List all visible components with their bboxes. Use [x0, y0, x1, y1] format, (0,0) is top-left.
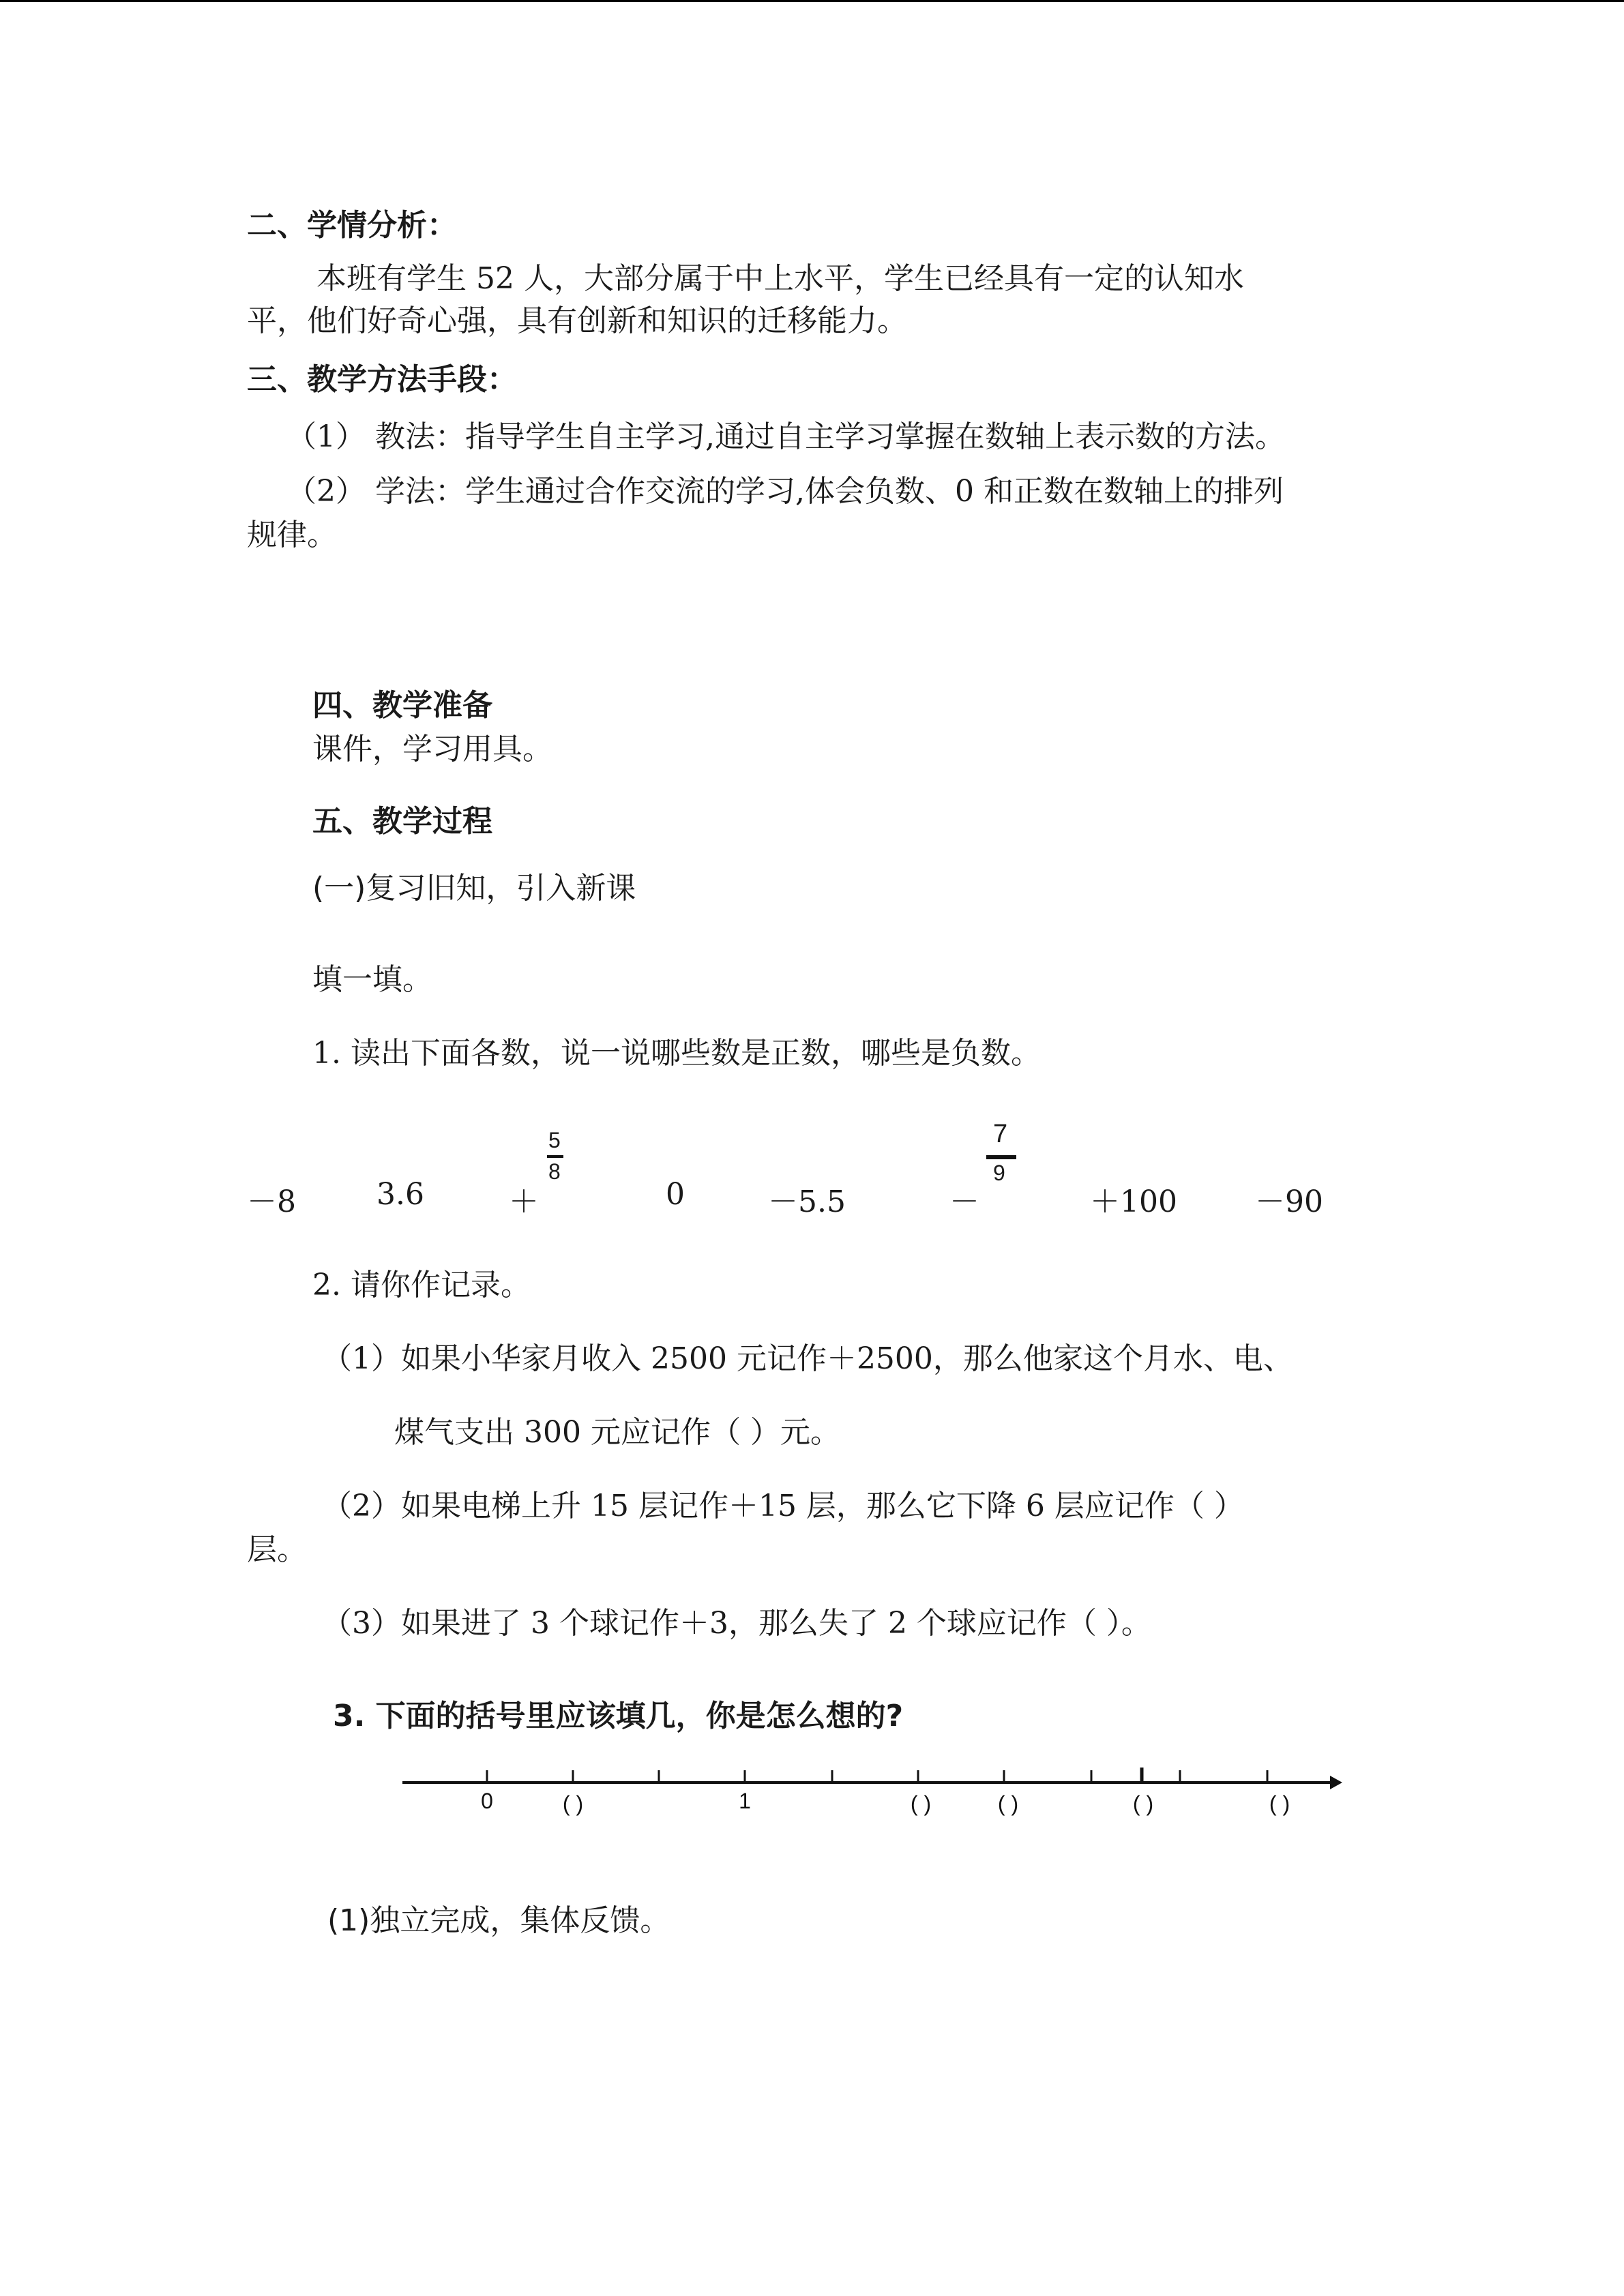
- number-plus-fraction-sign: ＋: [509, 1184, 539, 1219]
- fraction-bar: [547, 1155, 563, 1158]
- subsection-review: (一)复习旧知，引入新课: [312, 871, 636, 906]
- fraction-bar: [986, 1155, 1016, 1159]
- section-heading-methods: 三、教学方法手段：: [247, 362, 517, 397]
- fraction-numerator-7: 7: [993, 1120, 1008, 1148]
- number-line-blank: ( ): [997, 1791, 1019, 1816]
- number-line-label-zero: 0: [481, 1789, 493, 1813]
- question-2-1-line-1: （1）如果小华家月收入 2500 元记作＋2500，那么他家这个月水、电、: [322, 1341, 1293, 1376]
- number-line-diagram: [389, 1753, 1357, 1834]
- number-line-arrow-icon: [1330, 1776, 1342, 1789]
- method-item-learning-line-1: （2） 学法：学生通过合作交流的学习,体会负数、0 和正数在数轴上的排列: [286, 474, 1284, 509]
- fill-in-instruction: 填一填。: [312, 962, 432, 997]
- question-2-1-line-2: 煤气支出 300 元应记作（ ）元。: [394, 1415, 840, 1450]
- analysis-line-1: 本班有学生 52 人，大部分属于中上水平，学生已经具有一定的认知水: [316, 261, 1244, 296]
- question-2-3: （3）如果进了 3 个球记作＋3，那么失了 2 个球应记作（ ）。: [322, 1606, 1151, 1641]
- fraction-numerator-5: 5: [548, 1128, 561, 1152]
- number-line-blank: ( ): [910, 1791, 932, 1816]
- analysis-line-2: 平，他们好奇心强，具有创新和知识的迁移能力。: [247, 303, 907, 338]
- section-heading-analysis: 二、学情分析：: [247, 208, 457, 243]
- number-neg-90: －90: [1255, 1184, 1323, 1219]
- section-heading-process: 五、教学过程: [312, 804, 492, 839]
- method-item-teaching: （1） 教法：指导学生自主学习,通过自主学习掌握在数轴上表示数的方法。: [286, 419, 1285, 454]
- number-minus-fraction-sign: －: [949, 1184, 979, 1219]
- method-item-learning-line-2: 规律。: [247, 518, 337, 552]
- number-line-label-one: 1: [739, 1789, 751, 1813]
- number-plus-100: ＋100: [1090, 1184, 1177, 1219]
- section-heading-preparation: 四、教学准备: [312, 688, 492, 723]
- number-3-6: 3.6: [377, 1177, 424, 1212]
- top-border: [0, 0, 1624, 2]
- question-1: 1. 读出下面各数，说一说哪些数是正数，哪些是负数。: [312, 1036, 1041, 1071]
- preparation-text: 课件，学习用具。: [312, 732, 552, 766]
- question-2-2-line-2: 层。: [247, 1532, 307, 1567]
- fraction-denominator-8: 8: [548, 1159, 561, 1184]
- question-3: 3. 下面的括号里应该填几，你是怎么想的?: [333, 1699, 904, 1733]
- number-line-blank: ( ): [562, 1791, 584, 1816]
- fraction-denominator-9: 9: [993, 1161, 1005, 1185]
- number-line-blank: ( ): [1132, 1791, 1154, 1816]
- question-2-2-line-1: （2）如果电梯上升 15 层记作＋15 层，那么它下降 6 层应记作（ ）: [322, 1489, 1244, 1523]
- step-independent-completion: (1)独立完成，集体反馈。: [327, 1903, 670, 1938]
- number-neg-8: －8: [247, 1184, 296, 1219]
- number-zero: 0: [666, 1177, 685, 1212]
- number-neg-5-5: －5.5: [768, 1184, 846, 1219]
- question-2: 2. 请你作记录。: [312, 1268, 531, 1302]
- number-line-blank: ( ): [1269, 1791, 1290, 1816]
